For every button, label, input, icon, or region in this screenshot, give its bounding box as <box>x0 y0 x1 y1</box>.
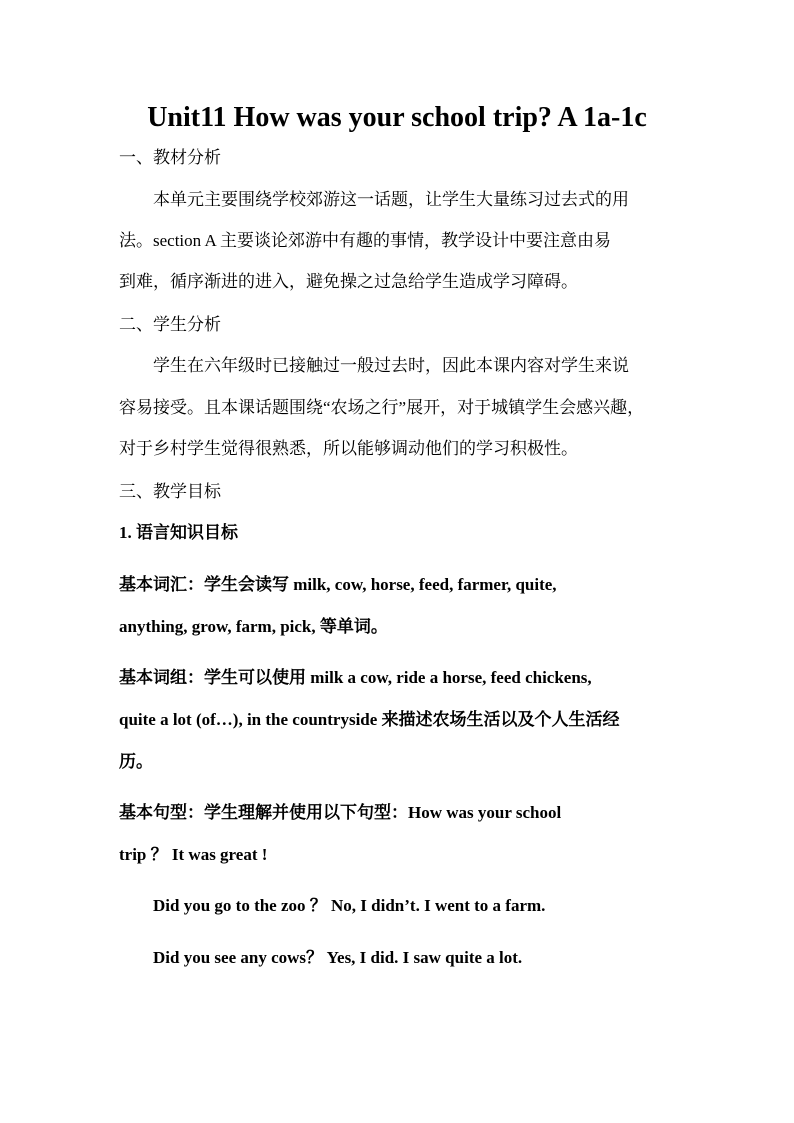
example-dialogue-line: Did you go to the zoo ？ No, I didn’t. I went to a farm. <box>153 896 546 915</box>
sentences-line: trip ？ It was great ! <box>119 845 268 864</box>
example-dialogue-line: Did you see any cows？ Yes, I did. I saw quite a lot. <box>153 948 523 967</box>
document-title: Unit11 How was your school trip? A 1a-1c <box>147 102 647 133</box>
phrases-line: 历。 <box>119 752 153 771</box>
section-heading-teaching-goals: 三、教学目标 <box>119 482 221 501</box>
subheading-language-knowledge: 1. 语言知识目标 <box>119 523 238 542</box>
section-heading-student-analysis: 二、学生分析 <box>119 315 221 334</box>
paragraph-line: 学生在六年级时已接触过一般过去时，因此本课内容对学生来说 <box>153 356 629 375</box>
vocab-line: 基本词汇：学生会读写 milk, cow, horse, feed, farmer, quite, <box>119 575 557 594</box>
phrases-line: quite a lot (of…), in the countryside 来描述农场生活以及个人生活经 <box>119 710 620 729</box>
vocab-line: anything, grow, farm, pick, 等单词。 <box>119 617 388 636</box>
section-heading-textbook-analysis: 一、教材分析 <box>119 148 221 167</box>
phrases-line: 基本词组：学生可以使用 milk a cow, ride a horse, feed chickens, <box>119 668 592 687</box>
paragraph-line: 对于乡村学生觉得很熟悉，所以能够调动他们的学习积极性。 <box>119 439 578 458</box>
paragraph-line: 容易接受。且本课话题围绕“农场之行”展开，对于城镇学生会感兴趣， <box>119 398 645 417</box>
paragraph-line: 到难，循序渐进的进入，避免操之过急给学生造成学习障碍。 <box>119 272 578 291</box>
paragraph-line: 法。section A 主要谈论郊游中有趣的事情，教学设计中要注意由易 <box>119 231 612 250</box>
paragraph-line: 本单元主要围绕学校郊游这一话题，让学生大量练习过去式的用 <box>153 190 629 209</box>
sentences-line: 基本句型：学生理解并使用以下句型：How was your school <box>119 803 562 822</box>
